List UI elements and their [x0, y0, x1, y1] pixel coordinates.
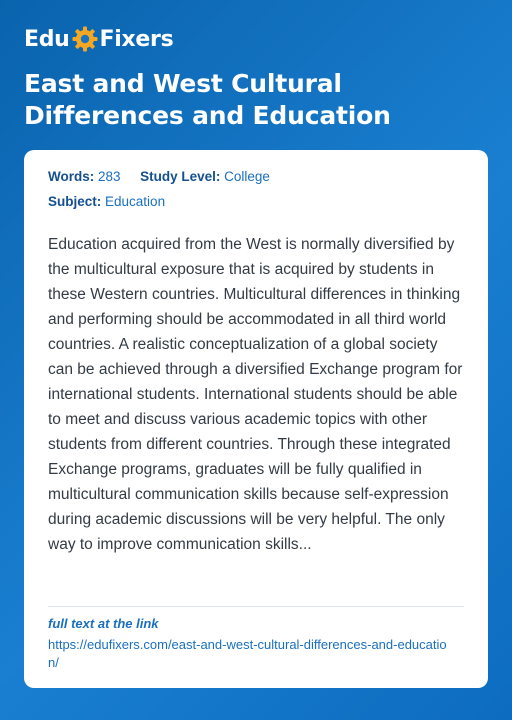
essay-excerpt: Education acquired from the West is normally diversified by the multicultural exposure that is acquired by students in these Western countries. Multicultural differences in thinking and performing should be accommodated in all third world countries. A realistic conceptualization of a global society can be achieved through a diversified Exchange program for international students. International students should be able to meet and discuss various academic topics with other students from different countries. Through these integrated Exchange programs, graduates will be fully qualified in multicultural communication skills because self-expression during academic discussions will be very helpful. The only way to improve communication skills... — [48, 236, 463, 553]
gear-icon — [72, 26, 98, 52]
words-label: Words: — [48, 169, 95, 184]
full-text-link[interactable]: https://edufixers.com/east-and-west-cultural-differences-and-education/ — [48, 637, 447, 670]
brand-logo[interactable] — [24, 24, 173, 54]
page-title: East and West Cultural Differences and Education — [24, 69, 391, 130]
meta-row-1 — [48, 168, 464, 193]
full-text-label: full text at the link — [48, 616, 159, 631]
subject-label: Subject: — [48, 194, 102, 209]
words-value: 283 — [98, 169, 121, 184]
study-level-value: College — [224, 169, 270, 184]
essay-card — [24, 150, 488, 688]
study-level-label: Study Level: — [140, 169, 221, 184]
subject-value: Education — [105, 194, 166, 209]
divider — [48, 606, 464, 607]
meta-row-2 — [48, 193, 464, 218]
brand-name-part2: Fixers — [99, 26, 174, 52]
essay-meta — [48, 168, 464, 218]
brand-name-part1: Edu — [24, 26, 70, 52]
